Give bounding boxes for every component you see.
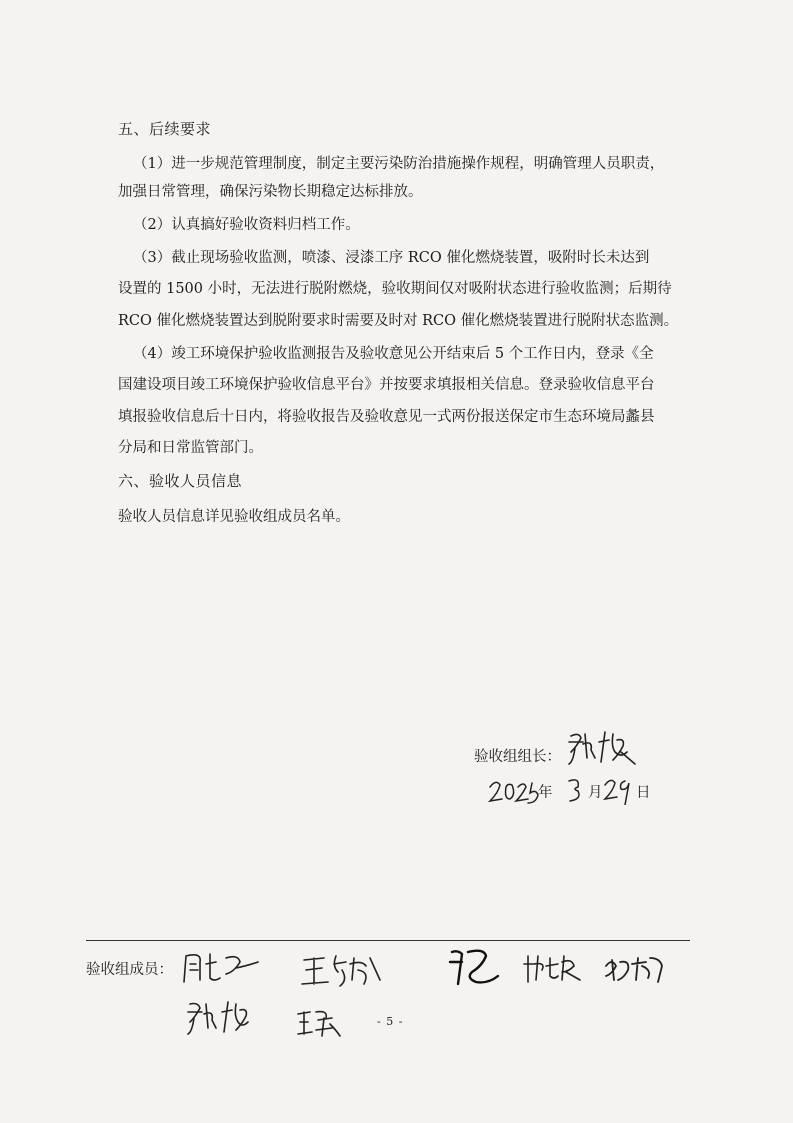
handwritten-day (603, 775, 633, 805)
member-signature-1 (180, 948, 264, 986)
paragraph-1-line-2: 加强日常管理，确保污染物长期稳定达标排放。 (118, 184, 423, 200)
paragraph-3-line-1: （3）截止现场验收监测，喷漆、浸漆工序 RCO 催化燃烧装置，吸附时长未达到 (133, 250, 650, 266)
paragraph-4-line-1: （4）竣工环境保护验收监测报告及验收意见公开结束后 5 个工作日内，登录《全 (133, 346, 654, 362)
section-heading-personnel: 六、验收人员信息 (118, 472, 243, 490)
handwritten-month (566, 775, 586, 805)
paragraph-4-line-4: 分局和日常监管部门。 (118, 440, 263, 456)
paragraph-1-line-1: （1）进一步规范管理制度，制定主要污染防治措施操作规程，明确管理人员职责， (133, 156, 665, 172)
leader-label: 验收组组长： (474, 749, 561, 765)
paragraph-5-line-1: 验收人员信息详见验收组成员名单。 (118, 509, 350, 525)
leader-signature (565, 728, 645, 768)
member-signature-4 (522, 950, 586, 986)
paragraph-3-line-3: RCO 催化燃烧装置达到脱附要求时需要及时对 RCO 催化燃烧装置进行脱附状态监测。 (118, 313, 679, 329)
member-signature-7 (296, 1006, 342, 1040)
page-number: - 5 - (377, 1015, 404, 1028)
section-heading-follow-up: 五、后续要求 (118, 120, 212, 138)
member-signature-3 (448, 944, 502, 988)
paragraph-4-line-2: 国建设项目竣工环境保护验收信息平台》并按要求填报相关信息。登录验收信息平台 (118, 377, 655, 393)
paragraph-4-line-3: 填报验收信息后十日内，将验收报告及验收意见一式两份报送保定市生态环境局蠡县 (118, 409, 655, 425)
handwritten-year (488, 777, 540, 807)
members-divider (86, 940, 690, 941)
day-suffix: 日 (636, 785, 651, 801)
members-label: 验收组成员： (86, 962, 173, 978)
member-signature-5 (602, 952, 666, 986)
month-suffix: 月 (588, 785, 603, 801)
year-suffix: 年 (538, 785, 553, 801)
paragraph-2-line-1: （2）认真搞好验收资料归档工作。 (133, 217, 360, 233)
paragraph-3-line-2: 设置的 1500 小时，无法进行脱附燃烧，验收期间仅对吸附状态进行验收监测；后期待 (118, 281, 672, 297)
member-signature-6 (184, 998, 254, 1038)
member-signature-2 (300, 950, 384, 990)
